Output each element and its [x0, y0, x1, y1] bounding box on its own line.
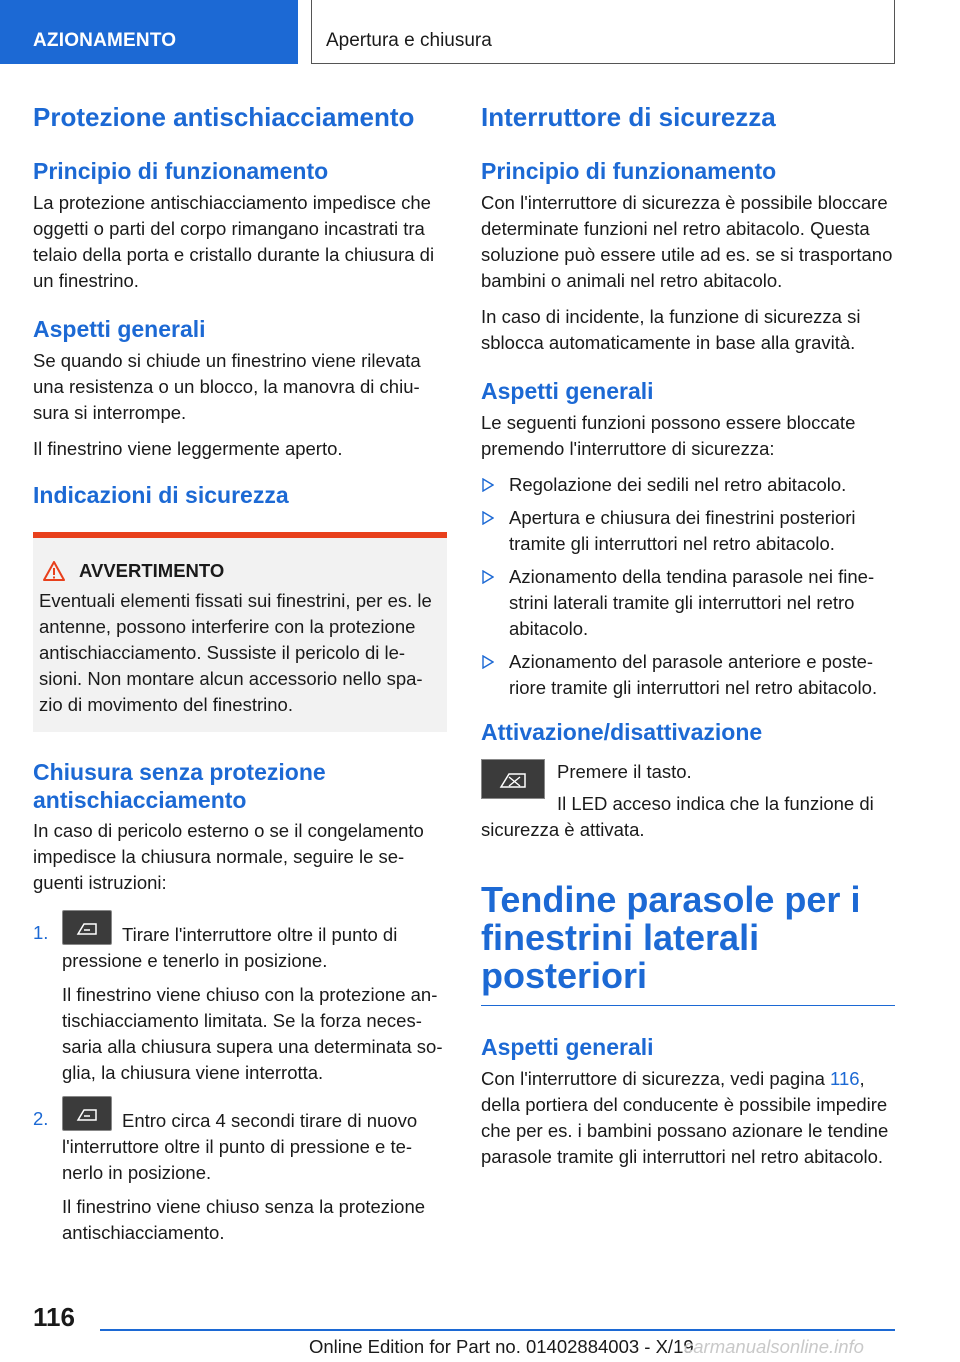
section-title-safety-switch: Interruttore di sicurezza	[481, 102, 776, 132]
list-item-text: Azionamento del parasole anteriore e posteriore tramite gli interruttori nel retro abitacolo.	[509, 651, 878, 698]
left-column	[33, 100, 447, 1256]
paragraph: Con l'interruttore di sicurezza è possibile bloccare determinate funzioni nel retro abitacolo. Questa soluzione può essere utile ad es. se si trasportano bambini o animali nel retro abitacolo.	[481, 192, 893, 291]
section-title-anti-pinch: Protezione antischiacciamento	[33, 102, 415, 132]
warning-label: AVVERTIMENTO	[79, 560, 225, 581]
step-note: Il finestrino viene chiuso con la protezione antischiacciamento limitata. Se la forza necessaria alla chiusura supera una determinata soglia, la chiusura viene interrotta.	[62, 984, 443, 1083]
warning-triangle-icon	[43, 561, 65, 581]
list-item-text: Azionamento della tendina parasole nei finestrini laterali tramite gli interruttori nel retro abitacolo.	[509, 566, 875, 639]
chapter-title-sunblinds: Tendine parasole per i finestrini laterali posteriori	[481, 881, 895, 1006]
safety-switch-icon	[481, 759, 545, 799]
subsection-title: Principio di funzionamento	[33, 158, 329, 184]
step-instruction: Entro circa 4 secondi tirare di nuovo l'interruttore oltre il punto di pressione e tenerlo in posizione.	[62, 1110, 418, 1183]
paragraph: Le seguenti funzioni possono essere bloccate premendo l'interruttore di sicurezza:	[481, 412, 856, 459]
subsection-title: Chiusura senza protezione antischiacciamento	[33, 759, 326, 813]
triangle-bullet-icon	[482, 478, 494, 492]
subsection-title: Principio di funzionamento	[481, 158, 777, 184]
paragraph	[481, 1066, 895, 1170]
paragraph: Premere il tasto.	[557, 761, 692, 782]
list-item	[481, 505, 895, 557]
triangle-bullet-icon	[482, 570, 494, 584]
paragraph: La protezione antischiacciamento impedisce che oggetti o parti del corpo rimangano incastrati tra telaio della porta e cristallo durante la chiusura di un finestrino.	[33, 192, 435, 291]
warning-box	[33, 532, 447, 732]
step-number: 2.	[33, 1108, 49, 1129]
paragraph: In caso di pericolo esterno o se il congelamento impedisce la chiusura normale, seguire le seguenti istruzioni:	[33, 820, 424, 893]
list-item	[481, 564, 895, 642]
header-section-tab: AZIONAMENTO	[0, 0, 298, 64]
window-switch-icon	[62, 1096, 112, 1131]
subsection-title: Aspetti generali	[481, 378, 654, 404]
watermark: carmanualsonline.info	[684, 1336, 864, 1357]
paragraph: Se quando si chiude un finestrino viene rilevata una resistenza o un blocco, la manovra di chiusura si interrompe.	[33, 350, 421, 423]
page-number: 116	[33, 1302, 75, 1332]
step-text	[62, 910, 447, 974]
subsection-title: Indicazioni di sicurezza	[33, 482, 289, 508]
step-item	[33, 1096, 447, 1246]
step-instruction: Tirare l'interruttore oltre il punto di pressione e tenerlo in posizione.	[62, 924, 398, 971]
window-switch-icon	[62, 910, 112, 945]
list-item	[481, 649, 895, 701]
steps-list	[33, 910, 447, 1246]
paragraph: In caso di incidente, la funzione di sicurezza si sblocca automaticamente in base alla gravità.	[481, 306, 861, 353]
step-text	[62, 1096, 447, 1186]
paragraph-text: , della portiera del conducente è possibile impedire che per es. i bambini possano azionare le tendine parasole tramite gli interruttori nel retro abitacolo.	[481, 1068, 889, 1167]
subsection-title: Aspetti generali	[33, 316, 206, 342]
step-item	[33, 910, 447, 1086]
subsection-title: Aspetti generali	[481, 1034, 654, 1060]
footer-divider	[100, 1329, 895, 1331]
locked-functions-list	[481, 472, 895, 701]
edition-text: Online Edition for Part no. 01402884003 - X/19	[309, 1336, 694, 1357]
step-number: 1.	[33, 922, 49, 943]
list-item-text: Regolazione dei sedili nel retro abitacolo.	[509, 474, 847, 495]
subsection-title: Attivazione/disattivazione	[481, 719, 763, 745]
right-column	[481, 100, 895, 1180]
step-note: Il finestrino viene chiuso senza la protezione antischiacciamento.	[62, 1196, 426, 1243]
paragraph: Il finestrino viene leggermente aperto.	[33, 438, 343, 459]
warning-title	[39, 560, 439, 582]
triangle-bullet-icon	[482, 655, 494, 669]
header-chapter: Apertura e chiusura	[311, 0, 895, 64]
triangle-bullet-icon	[482, 511, 494, 525]
warning-text: Eventuali elementi fissati sui finestrini, per es. le antenne, possono interferire con la protezione antischiacciamento. Sussiste il pericolo di lesioni. Non montare alcun accessorio nello spazio di movimento del finestrino.	[39, 590, 432, 715]
list-item-text: Apertura e chiusura dei finestrini posteriori tramite gli interruttori nel retro abitacolo.	[509, 507, 856, 554]
paragraph-text: Con l'interruttore di sicurezza, vedi pagina	[481, 1068, 831, 1089]
page-link[interactable]: 116	[830, 1068, 860, 1089]
activation-block	[481, 759, 895, 843]
list-item	[481, 472, 895, 498]
paragraph: Il LED acceso indica che la funzione di sicurezza è attivata.	[481, 793, 874, 840]
